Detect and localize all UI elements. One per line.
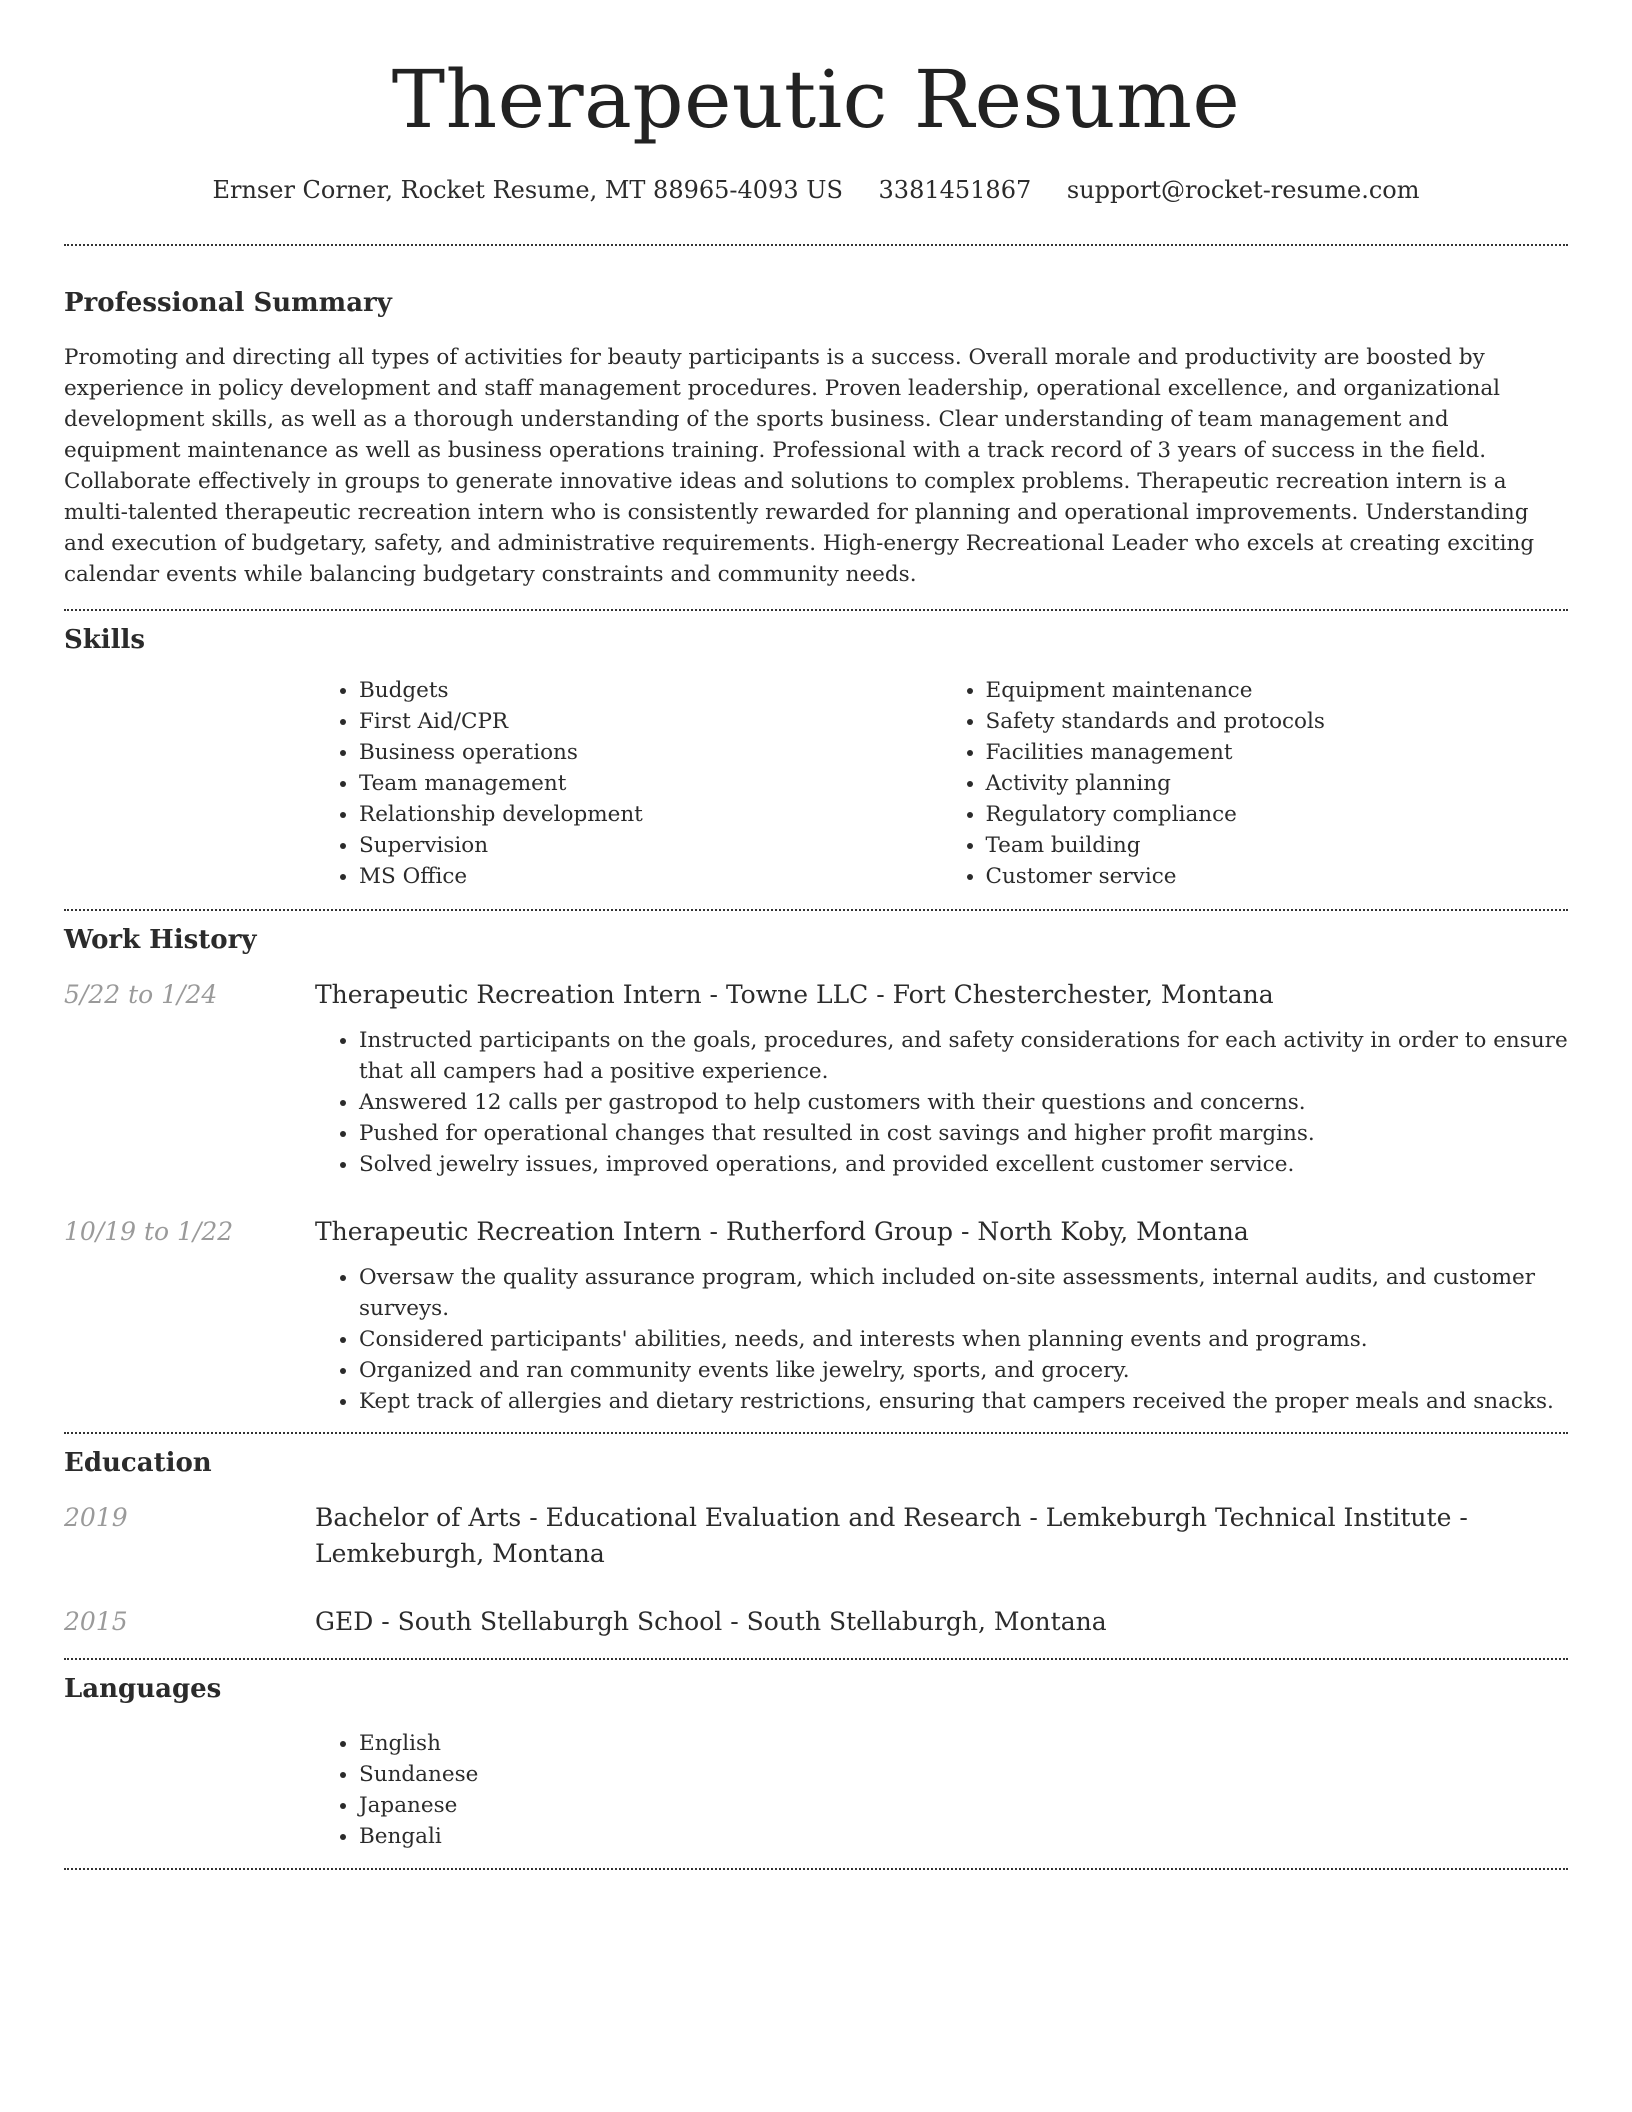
- resume-name: Therapeutic Resume: [391, 53, 1241, 146]
- list-item: • Regulatory compliance: [986, 799, 1569, 830]
- list-item: • Pushed for operational changes that resulted in cost savings and higher profit margins.: [359, 1118, 1568, 1149]
- list-item: • Team management: [359, 768, 942, 799]
- contact-phone: 3381451867: [878, 176, 1032, 204]
- skills-list-right: [942, 675, 1569, 892]
- summary-text: Promoting and directing all types of activities for beauty participants is a success. Overall morale and productivity are boosted by experience in policy development and staff management procedures. Proven leadership, operational excellence, and organizational development skills, as well as a thorough understanding of the sports business. Clear understanding of team management and equipment maintenance as well as business operations training. Professional with a track record of 3 years of success in the field. Collaborate effectively in groups to generate innovative ideas and solutions to complex problems. Therapeutic recreation intern is a multi-talented therapeutic recreation intern who is consistently rewarded for planning and operational improvements. Understanding and execution of budgetary, safety, and administrative requirements. High-energy Recreational Leader who excels at creating exciting calendar events while balancing budgetary constraints and community needs.: [64, 345, 1535, 587]
- list-item: • Answered 12 calls per gastropod to help customers with their questions and concerns.: [359, 1087, 1568, 1118]
- education-heading: Education: [64, 1448, 212, 1478]
- list-item: • MS Office: [359, 861, 942, 892]
- list-item: • Business operations: [359, 737, 942, 768]
- list-item: • Solved jewelry issues, improved operations, and provided excellent customer service.: [359, 1149, 1568, 1180]
- summary-section: [64, 246, 1568, 590]
- languages-list: [315, 1728, 1568, 1852]
- job-date: 5/22 to 1/24: [64, 980, 218, 1009]
- list-item: • Customer service: [986, 861, 1569, 892]
- list-item: • Supervision: [359, 830, 942, 861]
- list-item: • First Aid/CPR: [359, 706, 942, 737]
- list-item: • Safety standards and protocols: [986, 706, 1569, 737]
- list-item: • Organized and ran community events like jewelry, sports, and grocery.: [359, 1355, 1568, 1386]
- skills-section: [64, 611, 1568, 892]
- list-item: • Kept track of allergies and dietary restrictions, ensuring that campers received the proper meals and snacks.: [359, 1386, 1568, 1417]
- list-item: • Japanese: [359, 1790, 1568, 1821]
- education-date: 2015: [64, 1607, 128, 1636]
- list-item: • Budgets: [359, 675, 942, 706]
- education-title: GED - South Stellaburgh School - South Stellaburgh, Montana: [315, 1607, 1107, 1636]
- job-entry: [64, 977, 1568, 1180]
- education-section: [64, 1434, 1568, 1640]
- skills-list-left: [315, 675, 942, 892]
- contact-address: Ernser Corner, Rocket Resume, MT 88965-4093 US: [212, 176, 843, 204]
- list-item: • Considered participants' abilities, needs, and interests when planning events and programs.: [359, 1324, 1568, 1355]
- list-item: • Oversaw the quality assurance program, which included on-site assessments, internal audits, and customer surveys.: [359, 1262, 1568, 1324]
- skills-grid: [315, 675, 1568, 892]
- job-bullets: [315, 1262, 1568, 1417]
- list-item: • Relationship development: [359, 799, 942, 830]
- work-section: [64, 911, 1568, 1417]
- contact-email: support@rocket-resume.com: [1066, 176, 1420, 204]
- summary-heading: Professional Summary: [64, 288, 392, 318]
- list-item: • Instructed participants on the goals, procedures, and safety considerations for each activity in order to ensure that all campers had a positive experience.: [359, 1025, 1568, 1087]
- divider: [64, 1868, 1568, 1870]
- list-item: • Activity planning: [986, 768, 1569, 799]
- contact-line: [64, 174, 1568, 206]
- education-entry: [64, 1604, 1568, 1640]
- job-title: Therapeutic Recreation Intern - Towne LLC - Fort Chesterchester, Montana: [315, 980, 1274, 1009]
- list-item: • Sundanese: [359, 1759, 1568, 1790]
- job-entry: [64, 1214, 1568, 1417]
- languages-heading: Languages: [64, 1674, 222, 1704]
- list-item: • English: [359, 1728, 1568, 1759]
- education-date: 2019: [64, 1503, 128, 1532]
- skills-heading: Skills: [64, 625, 146, 655]
- list-item: • Team building: [986, 830, 1569, 861]
- languages-section: [64, 1660, 1568, 1852]
- list-item: • Bengali: [359, 1821, 1568, 1852]
- list-item: • Equipment maintenance: [986, 675, 1569, 706]
- job-title: Therapeutic Recreation Intern - Rutherford Group - North Koby, Montana: [315, 1217, 1249, 1246]
- job-bullets: [315, 1025, 1568, 1180]
- job-date: 10/19 to 1/22: [64, 1217, 234, 1246]
- list-item: • Facilities management: [986, 737, 1569, 768]
- work-heading: Work History: [64, 925, 257, 955]
- education-entry: [64, 1500, 1568, 1572]
- education-title: Bachelor of Arts - Educational Evaluation and Research - Lemkeburgh Technical Institute - Lemkeburgh, Montana: [315, 1503, 1468, 1568]
